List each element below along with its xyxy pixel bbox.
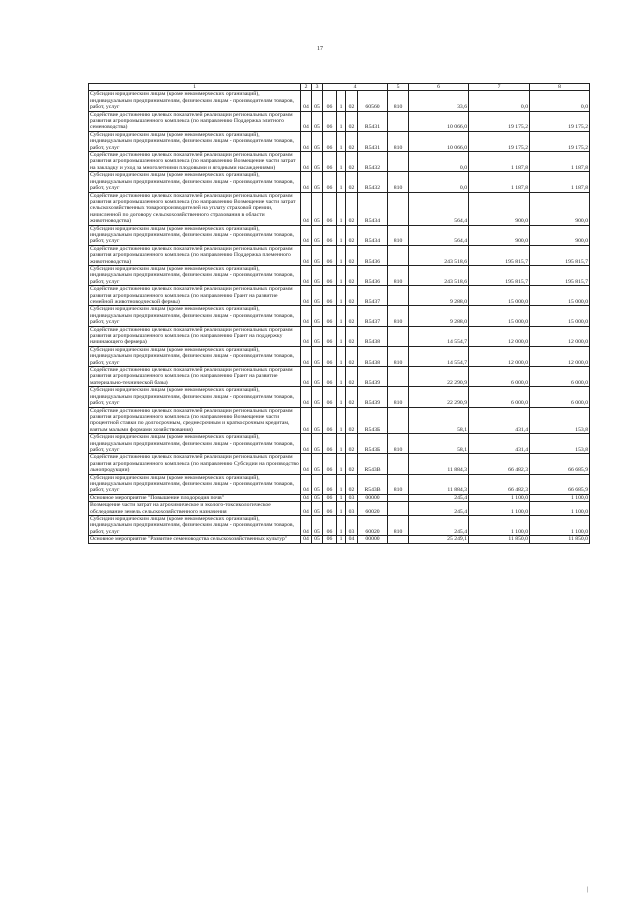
cell-rz: 04	[301, 454, 312, 474]
cell-year1-value: 245,4	[409, 516, 469, 536]
cell-pr: 05	[312, 265, 323, 285]
cell-year2-value: 66 482,3	[469, 454, 530, 474]
cell-year1-value: 10 066,0	[409, 131, 469, 151]
cell-csr-2: 1	[337, 111, 346, 131]
cell-pr: 05	[312, 91, 323, 111]
table-row	[89, 407, 590, 434]
cell-csr-3: 02	[346, 111, 358, 131]
cell-year2-value: 66 482,3	[469, 474, 530, 494]
cell-year2-value: 195 815,7	[469, 245, 530, 265]
cell-vr: 810	[388, 225, 409, 245]
table-row	[89, 286, 590, 306]
cell-csr-3: 04	[346, 536, 358, 543]
cell-vr	[388, 367, 409, 387]
cell-pr: 05	[312, 245, 323, 265]
cell-pr: 05	[312, 407, 323, 434]
cell-vr: 810	[388, 131, 409, 151]
cell-csr-3: 03	[346, 516, 358, 536]
cell-csr-1: 06	[323, 326, 337, 346]
row-name: Субсидии юридическим лицам (кроме некоммерческих организаций), индивидуальным предпринимателям, физическим лицам - производителям товаров, работ, услуг	[89, 91, 301, 111]
cell-csr-4: R5438	[358, 346, 388, 366]
row-name: Субсидии юридическим лицам (кроме некоммерческих организаций), индивидуальным предпринимателям, физическим лицам - производителям товаров, работ, услуг	[89, 387, 301, 407]
cell-csr-4: R543Б	[358, 407, 388, 434]
cell-year2-value: 12 000,0	[469, 326, 530, 346]
cell-csr-4: 60560	[358, 91, 388, 111]
cell-csr-1: 06	[323, 152, 337, 172]
cell-csr-4: R5436	[358, 245, 388, 265]
cell-year2-value: 6 000,0	[469, 387, 530, 407]
cell-csr-2: 1	[337, 192, 346, 225]
cell-csr-4: R543Б	[358, 434, 388, 454]
cell-csr-2: 1	[337, 494, 346, 501]
cell-vr: 810	[388, 474, 409, 494]
cell-year3-value: 900,0	[530, 192, 590, 225]
cell-year2-value: 19 175,2	[469, 111, 530, 131]
table-row	[89, 516, 590, 536]
cell-csr-3: 02	[346, 326, 358, 346]
cell-year1-value: 0,0	[409, 152, 469, 172]
table-row	[89, 502, 590, 516]
cell-pr: 05	[312, 494, 323, 501]
cell-csr-1: 06	[323, 346, 337, 366]
table-row	[89, 152, 590, 172]
cell-vr	[388, 326, 409, 346]
cell-year2-value: 431,4	[469, 407, 530, 434]
cell-csr-2: 1	[337, 407, 346, 434]
cell-csr-4: R543В	[358, 454, 388, 474]
cell-csr-1: 06	[323, 225, 337, 245]
cell-year3-value: 900,0	[530, 225, 590, 245]
cell-csr-2: 1	[337, 225, 346, 245]
cell-csr-1: 06	[323, 306, 337, 326]
cell-vr	[388, 407, 409, 434]
cell-year3-value: 1 100,0	[530, 494, 590, 501]
col-header-year2: 7	[469, 84, 530, 91]
cell-year3-value: 1 187,8	[530, 152, 590, 172]
cell-year1-value: 9 288,0	[409, 306, 469, 326]
cell-vr	[388, 152, 409, 172]
cell-year3-value: 6 000,0	[530, 367, 590, 387]
cell-csr-1: 06	[323, 536, 337, 543]
table-row	[89, 225, 590, 245]
cell-rz: 04	[301, 245, 312, 265]
cell-year1-value: 0,0	[409, 172, 469, 192]
cell-rz: 04	[301, 346, 312, 366]
cell-csr-2: 1	[337, 434, 346, 454]
cell-year2-value: 1 100,0	[469, 502, 530, 516]
row-name: Субсидии юридическим лицам (кроме некоммерческих организаций), индивидуальным предпринимателям, физическим лицам - производителям товаров, работ, услуг	[89, 516, 301, 536]
table-row	[89, 192, 590, 225]
cell-vr: 810	[388, 346, 409, 366]
cell-csr-1: 06	[323, 192, 337, 225]
cell-pr: 05	[312, 474, 323, 494]
cell-csr-2: 1	[337, 306, 346, 326]
cell-year3-value: 1 100,0	[530, 502, 590, 516]
cell-csr-2: 1	[337, 172, 346, 192]
cell-pr: 05	[312, 454, 323, 474]
cell-csr-2: 1	[337, 454, 346, 474]
cell-pr: 05	[312, 434, 323, 454]
cell-pr: 05	[312, 326, 323, 346]
row-name: Основное мероприятие "Повышение плодородия почв"	[89, 494, 301, 501]
cell-year3-value: 12 000,0	[530, 326, 590, 346]
cell-year3-value: 195 815,7	[530, 265, 590, 285]
table-row	[89, 536, 590, 543]
scan-edge-mark: |	[586, 887, 588, 893]
cell-year3-value: 195 815,7	[530, 245, 590, 265]
cell-rz: 04	[301, 387, 312, 407]
row-name: Субсидии юридическим лицам (кроме некоммерческих организаций), индивидуальным предпринимателям, физическим лицам - производителям товаров, работ, услуг	[89, 225, 301, 245]
cell-csr-2: 1	[337, 502, 346, 516]
cell-csr-4: R5439	[358, 387, 388, 407]
cell-year3-value: 153,8	[530, 434, 590, 454]
cell-pr: 05	[312, 192, 323, 225]
cell-rz: 04	[301, 192, 312, 225]
cell-csr-3: 02	[346, 172, 358, 192]
col-header-pr: 3	[312, 84, 323, 91]
cell-csr-3: 02	[346, 346, 358, 366]
row-name: Содействие достижению целевых показателей реализации региональных программ развития агропромышленного комплекса (по направлению Возмещение части процентной ставки по долгосрочным, среднесрочным и краткосрочным кредитам, взятым малыми формами хозяйствования)	[89, 407, 301, 434]
cell-year1-value: 22 290,9	[409, 387, 469, 407]
table-row	[89, 306, 590, 326]
col-header-year3: 8	[530, 84, 590, 91]
cell-csr-3: 02	[346, 265, 358, 285]
cell-csr-1: 06	[323, 502, 337, 516]
cell-csr-1: 06	[323, 111, 337, 131]
cell-vr: 810	[388, 434, 409, 454]
table-row	[89, 454, 590, 474]
cell-rz: 04	[301, 91, 312, 111]
cell-csr-3: 02	[346, 225, 358, 245]
cell-csr-3: 02	[346, 245, 358, 265]
table-row	[89, 474, 590, 494]
row-name: Субсидии юридическим лицам (кроме некоммерческих организаций), индивидуальным предпринимателям, физическим лицам - производителям товаров, работ, услуг	[89, 474, 301, 494]
cell-year2-value: 195 815,7	[469, 265, 530, 285]
cell-csr-1: 06	[323, 265, 337, 285]
row-name: Субсидии юридическим лицам (кроме некоммерческих организаций), индивидуальным предпринимателям, физическим лицам - производителям товаров, работ, услуг	[89, 346, 301, 366]
cell-vr: 810	[388, 91, 409, 111]
cell-csr-4: R5436	[358, 265, 388, 285]
cell-csr-1: 06	[323, 494, 337, 501]
cell-csr-4: R5432	[358, 152, 388, 172]
cell-rz: 04	[301, 367, 312, 387]
cell-year2-value: 0,0	[469, 91, 530, 111]
cell-csr-4: R5439	[358, 367, 388, 387]
row-name: Содействие достижению целевых показателей реализации региональных программ развития агропромышленного комплекса (по направлению Поддержка элитного семеноводства)	[89, 111, 301, 131]
cell-csr-4: R5434	[358, 192, 388, 225]
cell-year3-value: 15 000,0	[530, 286, 590, 306]
cell-csr-3: 02	[346, 91, 358, 111]
cell-rz: 04	[301, 286, 312, 306]
row-name: Основное мероприятие "Развитие семеноводства сельскохозяйственных культур"	[89, 536, 301, 543]
cell-pr: 05	[312, 346, 323, 366]
cell-csr-1: 06	[323, 131, 337, 151]
cell-csr-2: 1	[337, 152, 346, 172]
cell-csr-4: 60020	[358, 502, 388, 516]
cell-year3-value: 1 100,0	[530, 516, 590, 536]
cell-rz: 04	[301, 326, 312, 346]
cell-year1-value: 564,4	[409, 225, 469, 245]
cell-year1-value: 33,6	[409, 91, 469, 111]
cell-rz: 04	[301, 434, 312, 454]
table-row	[89, 387, 590, 407]
row-name: Возмещение части затрат на агрохимическое и эколого-токсикологическое обследование земель сельскохозяйственного назначения	[89, 502, 301, 516]
table-row	[89, 131, 590, 151]
row-name: Субсидии юридическим лицам (кроме некоммерческих организаций), индивидуальным предпринимателям, физическим лицам - производителям товаров, работ, услуг	[89, 265, 301, 285]
cell-csr-3: 03	[346, 494, 358, 501]
budget-table	[88, 83, 590, 544]
cell-year2-value: 900,0	[469, 225, 530, 245]
cell-vr	[388, 111, 409, 131]
cell-csr-1: 06	[323, 454, 337, 474]
cell-rz: 04	[301, 225, 312, 245]
cell-csr-1: 06	[323, 367, 337, 387]
cell-vr	[388, 536, 409, 543]
cell-year2-value: 12 000,0	[469, 346, 530, 366]
cell-csr-2: 1	[337, 91, 346, 111]
cell-vr: 810	[388, 172, 409, 192]
cell-csr-1: 06	[323, 434, 337, 454]
cell-year1-value: 245,4	[409, 502, 469, 516]
cell-year2-value: 19 175,2	[469, 131, 530, 151]
cell-year3-value: 6 000,0	[530, 387, 590, 407]
cell-csr-4: R543В	[358, 474, 388, 494]
cell-year1-value: 10 066,0	[409, 111, 469, 131]
cell-vr	[388, 454, 409, 474]
cell-year3-value: 0,0	[530, 91, 590, 111]
cell-rz: 04	[301, 172, 312, 192]
cell-csr-4: R5434	[358, 225, 388, 245]
cell-vr: 810	[388, 265, 409, 285]
cell-year3-value: 11 850,0	[530, 536, 590, 543]
cell-rz: 04	[301, 407, 312, 434]
cell-pr: 05	[312, 286, 323, 306]
cell-rz: 04	[301, 131, 312, 151]
cell-csr-3: 02	[346, 367, 358, 387]
cell-csr-4: R5438	[358, 326, 388, 346]
cell-vr	[388, 494, 409, 501]
cell-csr-2: 1	[337, 516, 346, 536]
cell-year1-value: 22 290,9	[409, 367, 469, 387]
row-name: Содействие достижению целевых показателей реализации региональных программ развития агропромышленного комплекса (по направлению Грант на развитие материально-технической базы)	[89, 367, 301, 387]
table-row	[89, 346, 590, 366]
cell-year1-value: 564,4	[409, 192, 469, 225]
cell-csr-3: 02	[346, 454, 358, 474]
row-name: Субсидии юридическим лицам (кроме некоммерческих организаций), индивидуальным предпринимателям, физическим лицам - производителям товаров, работ, услуг	[89, 306, 301, 326]
cell-pr: 05	[312, 387, 323, 407]
cell-csr-2: 1	[337, 346, 346, 366]
cell-year1-value: 243 518,6	[409, 265, 469, 285]
cell-csr-4: 00000	[358, 494, 388, 501]
cell-year2-value: 1 100,0	[469, 516, 530, 536]
cell-year1-value: 11 884,3	[409, 454, 469, 474]
cell-year3-value: 66 685,9	[530, 454, 590, 474]
cell-year1-value: 25 249,1	[409, 536, 469, 543]
cell-csr-1: 06	[323, 407, 337, 434]
cell-year3-value: 12 000,0	[530, 346, 590, 366]
cell-csr-2: 1	[337, 536, 346, 543]
cell-csr-1: 06	[323, 474, 337, 494]
cell-csr-4: R5432	[358, 172, 388, 192]
cell-year1-value: 245,4	[409, 494, 469, 501]
cell-csr-3: 02	[346, 387, 358, 407]
cell-vr	[388, 192, 409, 225]
cell-pr: 05	[312, 225, 323, 245]
cell-csr-4: 00000	[358, 536, 388, 543]
cell-csr-3: 02	[346, 474, 358, 494]
cell-csr-2: 1	[337, 326, 346, 346]
cell-pr: 05	[312, 152, 323, 172]
cell-csr-1: 06	[323, 172, 337, 192]
col-header-vr: 5	[388, 84, 409, 91]
table-row	[89, 326, 590, 346]
cell-vr	[388, 502, 409, 516]
cell-year2-value: 900,0	[469, 192, 530, 225]
table-row	[89, 172, 590, 192]
cell-rz: 04	[301, 265, 312, 285]
cell-csr-1: 06	[323, 387, 337, 407]
row-name: Содействие достижению целевых показателей реализации региональных программ развития агропромышленного комплекса (по направлению Поддержка племенного животноводства)	[89, 245, 301, 265]
cell-rz: 04	[301, 152, 312, 172]
table-row	[89, 245, 590, 265]
cell-csr-1: 06	[323, 286, 337, 306]
cell-year1-value: 11 884,3	[409, 474, 469, 494]
table-row	[89, 434, 590, 454]
cell-csr-2: 1	[337, 245, 346, 265]
page-number: 17	[317, 46, 323, 52]
cell-csr-2: 1	[337, 474, 346, 494]
row-name: Содействие достижению целевых показателей реализации региональных программ развития агропромышленного комплекса (по направлению Грант на поддержку начинающего фермера)	[89, 326, 301, 346]
cell-csr-3: 02	[346, 407, 358, 434]
cell-pr: 05	[312, 502, 323, 516]
table-row	[89, 367, 590, 387]
cell-csr-4: R5437	[358, 286, 388, 306]
cell-csr-3: 02	[346, 131, 358, 151]
cell-csr-3: 02	[346, 306, 358, 326]
cell-year3-value: 66 685,9	[530, 474, 590, 494]
cell-csr-2: 1	[337, 286, 346, 306]
row-name: Субсидии юридическим лицам (кроме некоммерческих организаций), индивидуальным предпринимателям, физическим лицам - производителям товаров, работ, услуг	[89, 172, 301, 192]
cell-year1-value: 14 554,7	[409, 326, 469, 346]
header-row	[89, 84, 590, 91]
col-header-year1: 6	[409, 84, 469, 91]
cell-year3-value: 153,8	[530, 407, 590, 434]
table-row	[89, 91, 590, 111]
cell-csr-2: 1	[337, 265, 346, 285]
col-header-rz: 2	[301, 84, 312, 91]
cell-year2-value: 431,4	[469, 434, 530, 454]
row-name: Содействие достижению целевых показателей реализации региональных программ развития агропромышленного комплекса (по направлению Возмещение части затрат на закладку и уход за многолетними плодовыми и ягодными насаждениями)	[89, 152, 301, 172]
row-name: Содействие достижению целевых показателей реализации региональных программ развития агропромышленного комплекса (по направлению Возмещение части затрат сельскохозяйственных товаропроизводителей на уплату страховой премии, начисленной по договору сельскохозяйственного страхования в области животноводства)	[89, 192, 301, 225]
cell-year2-value: 1 187,8	[469, 172, 530, 192]
cell-csr-2: 1	[337, 131, 346, 151]
cell-year3-value: 19 175,2	[530, 111, 590, 131]
cell-vr	[388, 286, 409, 306]
cell-csr-4: R5437	[358, 306, 388, 326]
cell-year3-value: 1 187,8	[530, 172, 590, 192]
cell-pr: 05	[312, 536, 323, 543]
cell-rz: 04	[301, 502, 312, 516]
cell-csr-3: 03	[346, 502, 358, 516]
cell-rz: 04	[301, 306, 312, 326]
cell-pr: 05	[312, 172, 323, 192]
cell-pr: 05	[312, 306, 323, 326]
cell-csr-2: 1	[337, 387, 346, 407]
cell-csr-3: 02	[346, 152, 358, 172]
cell-rz: 04	[301, 111, 312, 131]
col-header-csr: 4	[323, 84, 388, 91]
table-row	[89, 494, 590, 501]
cell-csr-3: 02	[346, 286, 358, 306]
col-header-name: 1	[89, 84, 301, 91]
cell-rz: 04	[301, 474, 312, 494]
cell-year2-value: 15 000,0	[469, 306, 530, 326]
cell-pr: 05	[312, 111, 323, 131]
cell-year1-value: 14 554,7	[409, 346, 469, 366]
cell-vr: 810	[388, 306, 409, 326]
cell-rz: 04	[301, 516, 312, 536]
cell-year3-value: 15 000,0	[530, 306, 590, 326]
row-name: Содействие достижению целевых показателей реализации региональных программ развития агропромышленного комплекса (по направлению Грант на развитие семейной животноводческой фермы)	[89, 286, 301, 306]
cell-csr-3: 02	[346, 192, 358, 225]
cell-csr-4: 60020	[358, 516, 388, 536]
cell-year2-value: 1 187,8	[469, 152, 530, 172]
cell-year2-value: 15 000,0	[469, 286, 530, 306]
cell-vr: 810	[388, 516, 409, 536]
table-row	[89, 111, 590, 131]
row-name: Содействие достижению целевых показателей реализации региональных программ развития агропромышленного комплекса (по направлению Субсидии на производство льнопродукции)	[90, 454, 299, 474]
cell-pr: 05	[312, 131, 323, 151]
cell-csr-1: 06	[323, 91, 337, 111]
cell-year2-value: 6 000,0	[469, 367, 530, 387]
cell-rz: 04	[301, 494, 312, 501]
cell-csr-2: 1	[337, 367, 346, 387]
row-name: Субсидии юридическим лицам (кроме некоммерческих организаций), индивидуальным предпринимателям, физическим лицам - производителям товаров, работ, услуг	[89, 434, 301, 454]
cell-csr-1: 06	[323, 245, 337, 265]
table-row	[89, 265, 590, 285]
cell-year1-value: 58,1	[409, 407, 469, 434]
cell-year2-value: 1 100,0	[469, 494, 530, 501]
cell-csr-4: R5431	[358, 131, 388, 151]
row-name: Субсидии юридическим лицам (кроме некоммерческих организаций), индивидуальным предпринимателям, физическим лицам - производителям товаров, работ, услуг	[89, 131, 301, 151]
cell-pr: 05	[312, 367, 323, 387]
cell-pr: 05	[312, 516, 323, 536]
cell-csr-3: 02	[346, 434, 358, 454]
cell-vr: 810	[388, 387, 409, 407]
cell-csr-4: R5431	[358, 111, 388, 131]
cell-vr	[388, 245, 409, 265]
cell-csr-1: 06	[323, 516, 337, 536]
cell-year1-value: 58,1	[409, 434, 469, 454]
cell-year1-value: 9 288,0	[409, 286, 469, 306]
cell-year3-value: 19 175,2	[530, 131, 590, 151]
cell-year1-value: 243 518,6	[409, 245, 469, 265]
cell-rz: 04	[301, 536, 312, 543]
cell-year2-value: 11 850,0	[469, 536, 530, 543]
